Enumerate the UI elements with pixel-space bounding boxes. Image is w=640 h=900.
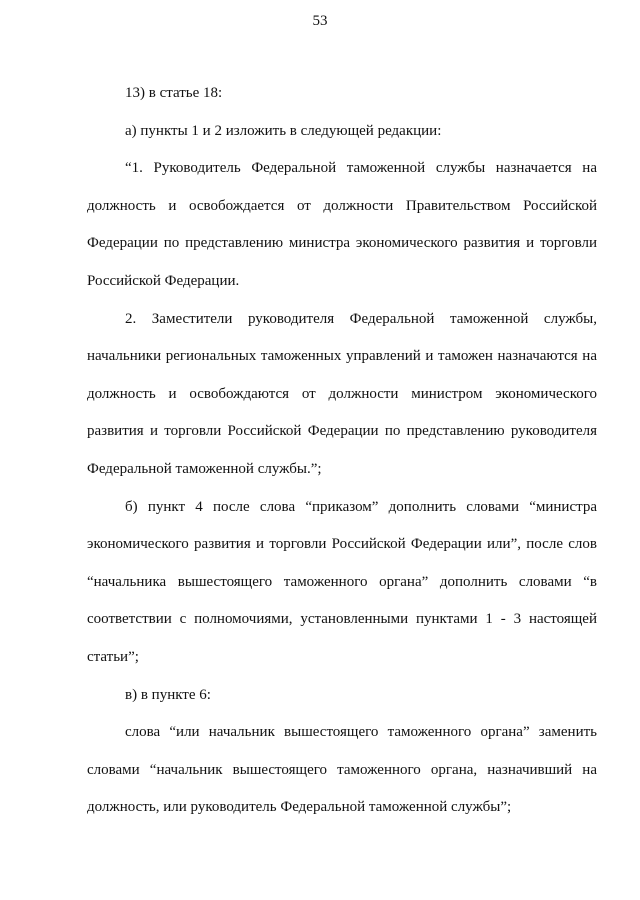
paragraph-replace-words: слова “или начальник вышестоящего таможенного органа” заменить словами “начальник вышестоящего таможенного органа, назначивший на должность, или руководитель Федеральной таможенной службы”;	[87, 724, 597, 816]
document-body	[87, 75, 597, 827]
paragraph-subitem-b: б) пункт 4 после слова “приказом” дополнить словами “министра экономического развития и торговли Российской Федерации или”, после слов “начальника вышестоящего таможенного органа” дополнить словами “в соответствии с полномочиями, установленными пунктами 1 - 3 настоящей статьи”;	[87, 498, 597, 665]
page-number: 53	[312, 13, 328, 29]
paragraph-point-1: “1. Руководитель Федеральной таможенной службы назначается на должность и освобождается от должности Правительством Российской Федерации по представлению министра экономического развития и торговли Российской Федерации.	[87, 160, 597, 289]
paragraph-subitem-a: а) пункты 1 и 2 изложить в следующей редакции:	[125, 122, 442, 139]
paragraph-point-2: 2. Заместители руководителя Федеральной таможенной службы, начальники региональных таможенных управлений и таможен назначаются на должность и освобождаются от должности министром экономического развития и торговли Российской Федерации по представлению руководителя Федеральной таможенной службы.”;	[87, 310, 597, 477]
paragraph-article-18-heading: 13) в статье 18:	[125, 85, 223, 101]
paragraph-subitem-v: в) в пункте 6:	[125, 686, 211, 703]
